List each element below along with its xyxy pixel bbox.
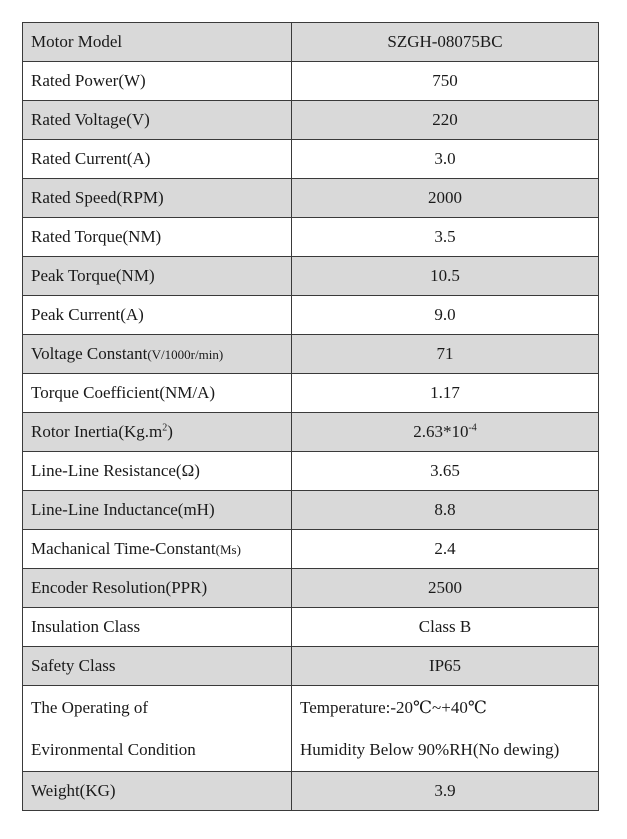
table-row	[23, 686, 599, 772]
table-row	[23, 647, 599, 686]
table-row	[23, 218, 599, 257]
row-label: Safety Class	[23, 647, 292, 686]
row-label	[23, 413, 292, 452]
table-row	[23, 569, 599, 608]
table-row	[23, 374, 599, 413]
row-label-text: Rotor Inertia(Kg.m	[31, 422, 163, 441]
row-value: 2000	[292, 179, 599, 218]
row-value: SZGH-08075BC	[292, 23, 599, 62]
row-label-text: Machanical Time-Constant	[31, 539, 216, 558]
row-value-line: Temperature:-20℃~+40℃	[300, 697, 487, 717]
row-value: IP65	[292, 647, 599, 686]
row-value: 10.5	[292, 257, 599, 296]
table-row	[23, 491, 599, 530]
row-label-superscript: 2	[162, 422, 168, 434]
row-label-line: Evironmental Condition	[31, 739, 196, 759]
row-label	[23, 686, 292, 772]
row-label-text: Voltage Constant	[31, 344, 148, 363]
row-label: Rated Current(A)	[23, 140, 292, 179]
row-value: 8.8	[292, 491, 599, 530]
row-value	[292, 413, 599, 452]
table-row	[23, 101, 599, 140]
table-row	[23, 257, 599, 296]
row-value-line: Humidity Below 90%RH(No dewing)	[300, 739, 560, 759]
table-row	[23, 413, 599, 452]
table-row	[23, 296, 599, 335]
row-label: Encoder Resolution(PPR)	[23, 569, 292, 608]
row-value: 71	[292, 335, 599, 374]
table-row	[23, 608, 599, 647]
table-row	[23, 452, 599, 491]
motor-spec-table	[22, 22, 599, 811]
row-label: Rated Speed(RPM)	[23, 179, 292, 218]
row-label: Line-Line Resistance(Ω)	[23, 452, 292, 491]
table-row	[23, 62, 599, 101]
row-label: Rated Voltage(V)	[23, 101, 292, 140]
row-value: 1.17	[292, 374, 599, 413]
row-value: 3.9	[292, 772, 599, 811]
row-label-unit: (V/1000r/min)	[147, 347, 224, 362]
row-value: 3.65	[292, 452, 599, 491]
row-label: Weight(KG)	[23, 772, 292, 811]
row-value: 220	[292, 101, 599, 140]
table-row	[23, 179, 599, 218]
row-label: Rated Torque(NM)	[23, 218, 292, 257]
row-value: 2.4	[292, 530, 599, 569]
row-label	[23, 335, 292, 374]
row-label: Peak Current(A)	[23, 296, 292, 335]
row-value: 9.0	[292, 296, 599, 335]
row-value: 3.0	[292, 140, 599, 179]
row-label-line: The Operating of	[31, 697, 149, 717]
row-value-text: 2.63*10	[413, 422, 469, 441]
row-label: Insulation Class	[23, 608, 292, 647]
table-row	[23, 772, 599, 811]
row-value: 3.5	[292, 218, 599, 257]
row-label	[23, 530, 292, 569]
row-label: Motor Model	[23, 23, 292, 62]
table-row	[23, 23, 599, 62]
row-label-unit: (Ms)	[215, 542, 241, 557]
table-row	[23, 335, 599, 374]
row-value: 2500	[292, 569, 599, 608]
row-value: 750	[292, 62, 599, 101]
row-label-suffix: )	[167, 422, 173, 441]
row-value	[292, 686, 599, 772]
row-label: Torque Coefficient(NM/A)	[23, 374, 292, 413]
row-label: Rated Power(W)	[23, 62, 292, 101]
table-row	[23, 140, 599, 179]
row-value-exponent: -4	[468, 422, 477, 434]
row-label: Peak Torque(NM)	[23, 257, 292, 296]
table-row	[23, 530, 599, 569]
row-label: Line-Line Inductance(mH)	[23, 491, 292, 530]
row-value: Class B	[292, 608, 599, 647]
